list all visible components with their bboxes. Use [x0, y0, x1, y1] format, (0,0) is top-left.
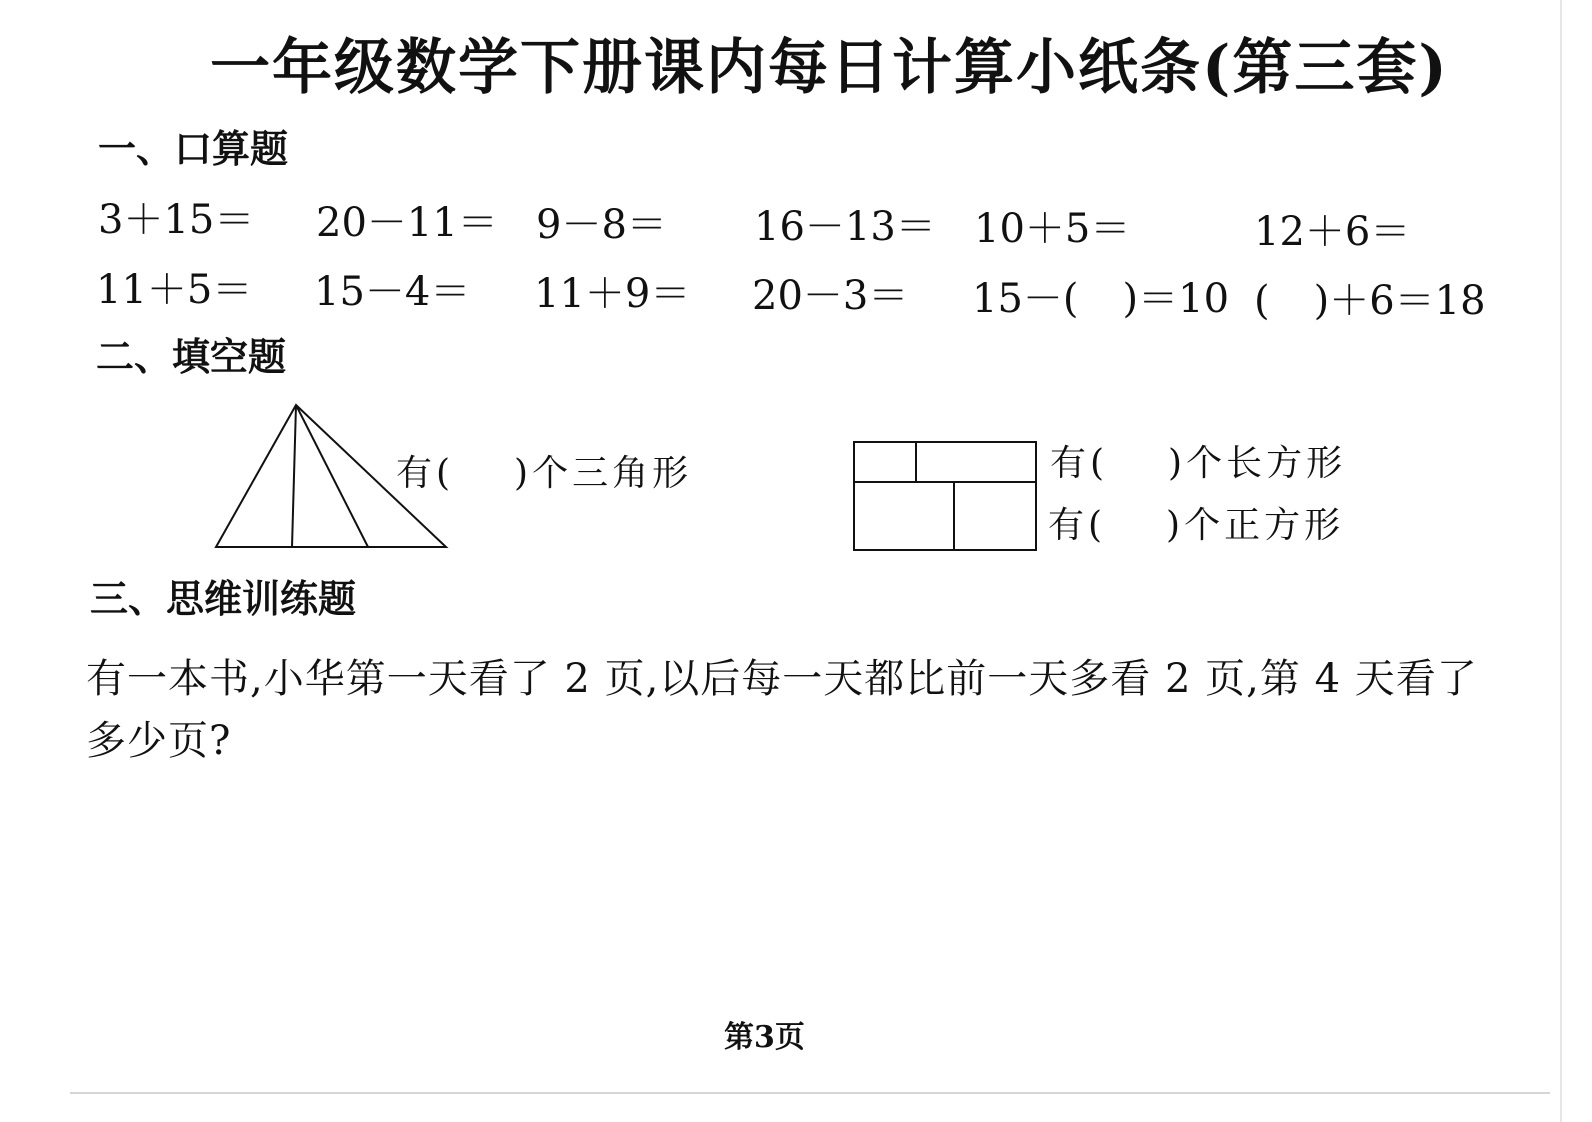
triangle-count-left: 有(: [396, 453, 455, 494]
equation-r2-5-right: )＝10: [1122, 276, 1230, 322]
square-count-question: [1048, 505, 1345, 546]
rectangle-count-left: 有(: [1050, 443, 1109, 484]
word-problem: 有一本书,小华第一天看了 2 页,以后每一天都比前一天多看 2 页,第 4 天看了多少页?: [86, 656, 1478, 764]
equation-r2-5-left: 15－(: [972, 276, 1079, 322]
section-heading-fill: 二、填空题: [96, 334, 287, 379]
equation-r2-5: [972, 276, 1230, 322]
equation-r2-1: 11＋5＝: [96, 267, 253, 313]
equation-r1-3: 9－8＝: [536, 202, 667, 248]
equation-r2-2: 15－4＝: [314, 269, 471, 315]
equation-r1-4: 16－13＝: [754, 204, 936, 250]
equation-r2-6-left: (: [1254, 278, 1270, 324]
rectangle-figure: [850, 438, 1040, 554]
equation-r2-4: 20－3＝: [752, 273, 909, 319]
equation-r2-3: 11＋9＝: [534, 271, 691, 317]
square-count-left: 有(: [1048, 505, 1107, 546]
section-heading-oral: 一、口算题: [98, 126, 289, 171]
rectangle-count-question: [1050, 443, 1347, 484]
equation-r1-6: 12＋6＝: [1254, 209, 1411, 255]
square-count-right: )个正方形: [1166, 505, 1345, 546]
equation-r1-5: 10＋5＝: [974, 206, 1131, 252]
section-heading-thinking: 三、思维训练题: [90, 576, 357, 621]
page-number: 第3页: [724, 1020, 805, 1055]
equation-r1-2: 20－11＝: [316, 200, 498, 246]
triangle-count-question: [396, 453, 693, 494]
triangle-count-right: )个三角形: [514, 453, 693, 494]
scan-edge-bottom: [70, 1092, 1550, 1094]
scan-edge-right: [1560, 0, 1562, 1122]
equation-r2-6: [1254, 278, 1486, 324]
equation-r1-1: 3＋15＝: [98, 197, 255, 243]
page-title: 一年级数学下册课内每日计算小纸条(第三套): [210, 33, 1449, 103]
rectangle-count-right: )个长方形: [1168, 443, 1347, 484]
equation-r2-6-right: )＋6＝18: [1313, 278, 1486, 324]
